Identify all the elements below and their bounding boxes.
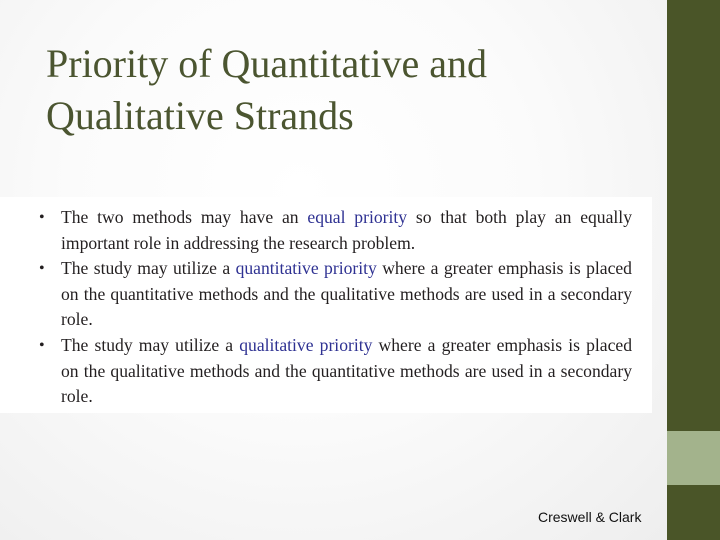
- side-band-light: [667, 431, 720, 485]
- bullet-text-before: The two methods may have an: [61, 207, 308, 227]
- slide-title-line-2: Qualitative Strands: [46, 93, 354, 138]
- side-band-dark-top: [667, 0, 720, 431]
- bullet-dot-icon: •: [39, 209, 45, 226]
- bullet-text-after: where a greater emphasis is placed on the qualitative methods and the quantitative methods are used in a secondary role.: [61, 334, 632, 407]
- keyword-equal-priority: equal priority: [307, 207, 408, 227]
- bullet-dot-icon: •: [39, 336, 45, 354]
- keyword-quantitative-priority: quantitative priority: [235, 258, 377, 279]
- bullet-text-before: The study may utilize a: [61, 258, 236, 279]
- source-credit: Creswell & Clark: [538, 509, 642, 525]
- bullet-equal-priority: [38, 205, 632, 256]
- bullet-text-before: The study may utilize a: [61, 334, 240, 355]
- bullet-quantitative-priority: [38, 256, 632, 333]
- bullet-qualitative-priority: [38, 333, 632, 410]
- slide-title: [46, 38, 646, 142]
- textbook-excerpt: [0, 197, 652, 413]
- bullet-text-after: so that both play an equally important role in addressing the research problem.: [61, 207, 632, 253]
- slide-title-line-1: Priority of Quantitative and: [46, 41, 488, 86]
- bullet-text-after: where a greater emphasis is placed on the quantitative methods and the qualitative methods are used in a secondary role.: [61, 258, 632, 330]
- bullet-dot-icon: •: [39, 260, 45, 278]
- bullet-list: [38, 205, 632, 410]
- side-band-dark-bottom: [667, 485, 720, 540]
- keyword-qualitative-priority: qualitative priority: [239, 334, 373, 355]
